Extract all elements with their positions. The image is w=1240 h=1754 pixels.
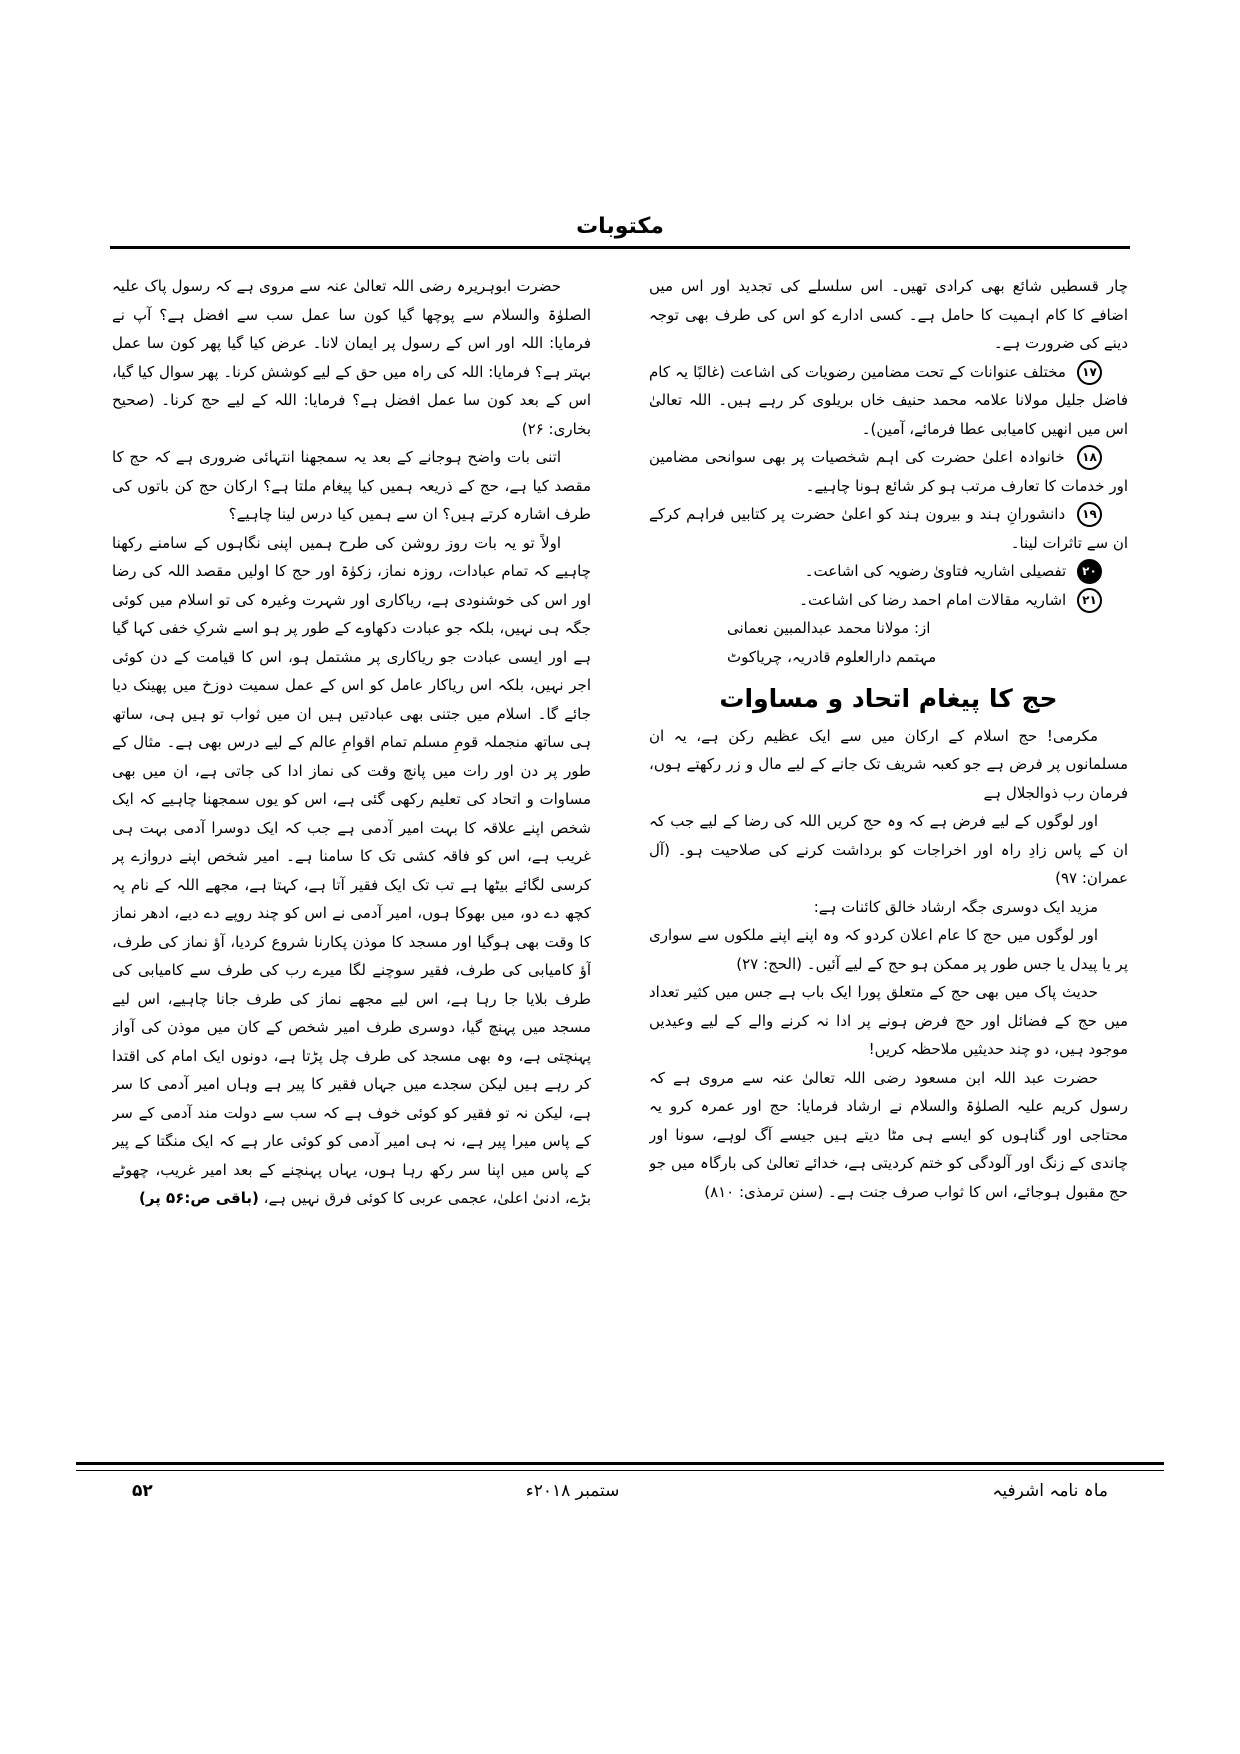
page-number: ۵۲ (132, 1481, 153, 1501)
item-number-badge: ۲۰ (1077, 559, 1102, 584)
paragraph: مکرمی! حج اسلام کے ارکان میں سے ایک عظیم رکن ہے، یہ ان مسلمانوں پر فرض ہے جو کعبہ شریف تک جانے کے لیے مال و زر رکھتے ہوں، فرمان رب ذوالجلال ہے (649, 726, 1128, 802)
paragraph: اتنی بات واضح ہوجانے کے بعد یہ سمجھنا انتہائی ضروری ہے کہ حج کا مقصد کیا ہے، حج کے ذریعہ ہمیں کیا پیغام ملتا ہے؟ ارکان حج کن باتوں کی طرف اشارہ کرتے ہیں؟ ان سے ہمیں کیا درس لینا چاہیے؟ (112, 448, 591, 523)
numbered-item-17 (649, 358, 1128, 444)
author-title: مہتمم دارالعلوم قادریہ، چریاکوٹ (727, 647, 937, 666)
quran-quote: اور لوگوں میں حج کا عام اعلان کردو کہ وہ اپنے اپنے ملکوں سے سواری پر یا پیدل یا جس طور پر ممکن ہو حج کے لیے آئیں۔ (الحج: ۲۷) (649, 926, 1128, 973)
numbered-item-18 (649, 443, 1128, 500)
header-rule (110, 246, 1130, 249)
hadith-paragraph: حضرت ابوہریرہ رضی اللہ تعالیٰ عنہ سے مروی ہے کہ رسول پاک علیہ الصلوٰۃ والسلام سے پوچھا گیا کون سا عمل سب سے افضل ہے؟ آپ نے فرمایا: اللہ اور اس کے رسول پر ایمان لانا۔ عرض کیا گیا پھر کون سا عمل بہتر ہے؟ فرمایا: اللہ کی راہ میں حق کے لیے کوشش کرنا۔ پھر سوال کیا گیا، اس کے بعد کون سا عمل افضل ہے؟ فرمایا: اللہ کے لیے حج کرنا۔ (صحیح بخاری: ۲۶) (112, 277, 591, 438)
hadith-paragraph: حضرت عبد اللہ ابن مسعود رضی اللہ تعالیٰ عنہ سے مروی ہے کہ رسول کریم علیہ الصلوٰۃ والسلام نے ارشاد فرمایا: حج اور عمرہ کرو یہ محتاجی اور گناہوں کو ایسے ہی مٹا دیتے ہیں جیسے آگ لوہے، سونا اور چاندی کے زنگ اور آلودگی کو ختم کردیتی ہے، خدائے تعالیٰ کی بارگاہ میں جو حج مقبول ہوجائے، اس کا ثواب صرف جنت ہے۔ (سنن ترمذی: ۸۱۰) (649, 1068, 1128, 1201)
item-text: خانوادہ اعلیٰ حضرت کی اہم شخصیات پر بھی سوانحی مضامین اور خدمات کا تعارف مرتب ہو کر شائع ہونا چاہیے۔ (649, 448, 1128, 495)
intro-paragraph: چار قسطیں شائع بھی کرادی تھیں۔ اس سلسلے کی تجدید اور اس میں اضافے کا کام اہمیت کا حامل ہے۔ کسی ادارے کو اس کی طرف بھی توجہ دینے کی ضرورت ہے۔ (649, 277, 1128, 352)
continued-on-page-note: (باقی ص:۵۶ پر) (138, 1189, 259, 1207)
paragraph: حدیث پاک میں بھی حج کے متعلق پورا ایک باب ہے جس میں کثیر تعداد میں حج کے فضائل اور حج فرض ہونے پر ادا نہ کرنے والے کے لیے وعیدیں موجود ہیں، دو چند حدیثیں ملاحظہ کریں! (649, 983, 1128, 1058)
section-heading: حج کا پیغام اتحاد و مساوات (719, 684, 1058, 713)
page-header (110, 214, 1130, 249)
footer-rule (76, 1462, 1164, 1471)
item-number-badge: ۱۸ (1077, 445, 1102, 470)
page-footer (76, 1462, 1164, 1501)
two-column-body (112, 272, 1128, 1458)
right-column (649, 272, 1128, 1458)
numbered-item-19 (649, 500, 1128, 557)
numbered-item-20 (649, 557, 1128, 586)
numbered-item-21 (649, 586, 1128, 615)
paragraph (112, 529, 591, 1213)
issue-date: ستمبر ۲۰۱۸ء (525, 1481, 620, 1501)
paragraph: مزید ایک دوسری جگہ ارشاد خالق کائنات ہے: (813, 897, 1098, 916)
item-number-badge: ۲۱ (1077, 588, 1102, 613)
item-number-badge: ۱۷ (1077, 360, 1102, 385)
item-number-badge: ۱۹ (1077, 502, 1102, 527)
item-text: مختلف عنوانات کے تحت مضامین رضویات کی اشاعت (غالبًا یہ کام فاضل جلیل مولانا علامہ محمد حنیف خاں بریلوی کر رہے ہیں۔ اللہ تعالیٰ اس میں انھیں کامیابی عطا فرمائے، آمین)۔ (649, 362, 1128, 438)
quran-quote: اور لوگوں کے لیے فرض ہے کہ وہ حج کریں اللہ کی رضا کے لیے جب کہ ان کے پاس زادِ راہ اور اخراجات کو برداشت کرنے کی صلاحیت ہو۔ (آل عمران: ۹۷) (649, 812, 1128, 887)
magazine-name: ماہ نامہ اشرفیہ (992, 1481, 1108, 1501)
left-column (112, 272, 591, 1458)
item-text: اشاریہ مقالات امام احمد رضا کی اشاعت۔ (799, 590, 1067, 609)
paragraph-text: اولاً تو یہ بات روز روشن کی طرح ہمیں اپنی نگاہوں کے سامنے رکھنا چاہیے کہ تمام عبادات، روزہ نماز، زکوٰۃ اور حج کا اولیں مقصد اللہ کی رضا اور اس کی خوشنودی ہے، ریاکاری اور شہرت وغیرہ کی تو اسلام میں کوئی جگہ ہی نہیں، بلکہ جو عبادت دکھاوے کے طور پر ہو اسے شرکِ خفی کہا گیا ہے اور ایسی عبادت جو ریاکاری پر مشتمل ہو، اس کا قیامت کے دن کوئی اجر نہیں، بلکہ اس ریاکار عامل کو اس کے عمل سمیت دوزخ میں پھینک دیا جائے گا۔ اسلام میں جتنی بھی عبادتیں ہیں ان میں ثواب تو ہیں ہی، ساتھ ہی ساتھ منجملہ قومِ مسلم تمام اقوامِ عالم کے لیے درس بھی ہے۔ مثال کے طور پر دن اور رات میں پانچ وقت کی نماز ادا کی جاتی ہے، ان میں بھی مساوات و اتحاد کی تعلیم رکھی گئی ہے، اس کو یوں سمجھنا چاہیے کہ ایک شخص اپنے علاقہ کا بہت امیر آدمی ہے جب کہ ایک دوسرا آدمی بہت ہی غریب ہے، اس کو فاقہ کشی تک کا سامنا ہے۔ امیر شخص اپنے دروازے پر کرسی لگائے بیٹھا ہے تب تک ایک فقیر آتا ہے، کہتا ہے، مجھے اللہ کے نام پہ کچھ دے دو، میں بھوکا ہوں، امیر آدمی نے اس کو چند روپے دے دیے، ادھر نماز کا وقت بھی ہوگیا اور مسجد کا موذن پکارنا شروع کردیا، آؤ نماز کی طرف، آؤ کامیابی کی طرف، فقیر سوچنے لگا میرے رب کی طرف سے کامیابی کی طرف بلایا جا رہا ہے، اس لیے مجھے نماز کی طرف جانا چاہیے، اس لیے مسجد میں پہنچ گیا، دوسری طرف امیر شخص کے کان میں موذن کی آواز پہنچتی ہے، وہ بھی مسجد کی طرف چل پڑتا ہے، دونوں ایک امام کی اقتدا کر رہے ہیں لیکن سجدے میں جہاں فقیر کا پیر ہے وہاں امیر آدمی کا سر ہے، لیکن نہ تو فقیر کو کوئی خوف ہے کہ سب سے دولت مند آدمی کے سر کے پاس میرا پیر ہے، نہ ہی امیر آدمی کو کوئی عار ہے کہ ایک منگتا کے پیر کے پاس میں اپنا سر رکھ رہا ہوں، یہاں پہنچنے کے بعد امیر غریب، چھوٹے بڑے، ادنیٰ اعلیٰ، عجمی عربی کا کوئی فرق نہیں ہے، (112, 533, 591, 1207)
item-text: دانشورانِ ہند و بیرون ہند کو اعلیٰ حضرت پر کتابیں فراہم کرکے ان سے تاثرات لینا۔ (649, 505, 1128, 552)
footer-row (76, 1480, 1164, 1501)
author-byline: از: مولانا محمد عبدالمبین نعمانی (727, 619, 931, 637)
page-title: مکتوبات (576, 214, 664, 239)
item-text: تفصیلی اشاریہ فتاویٰ رضویہ کی اشاعت۔ (804, 562, 1067, 580)
